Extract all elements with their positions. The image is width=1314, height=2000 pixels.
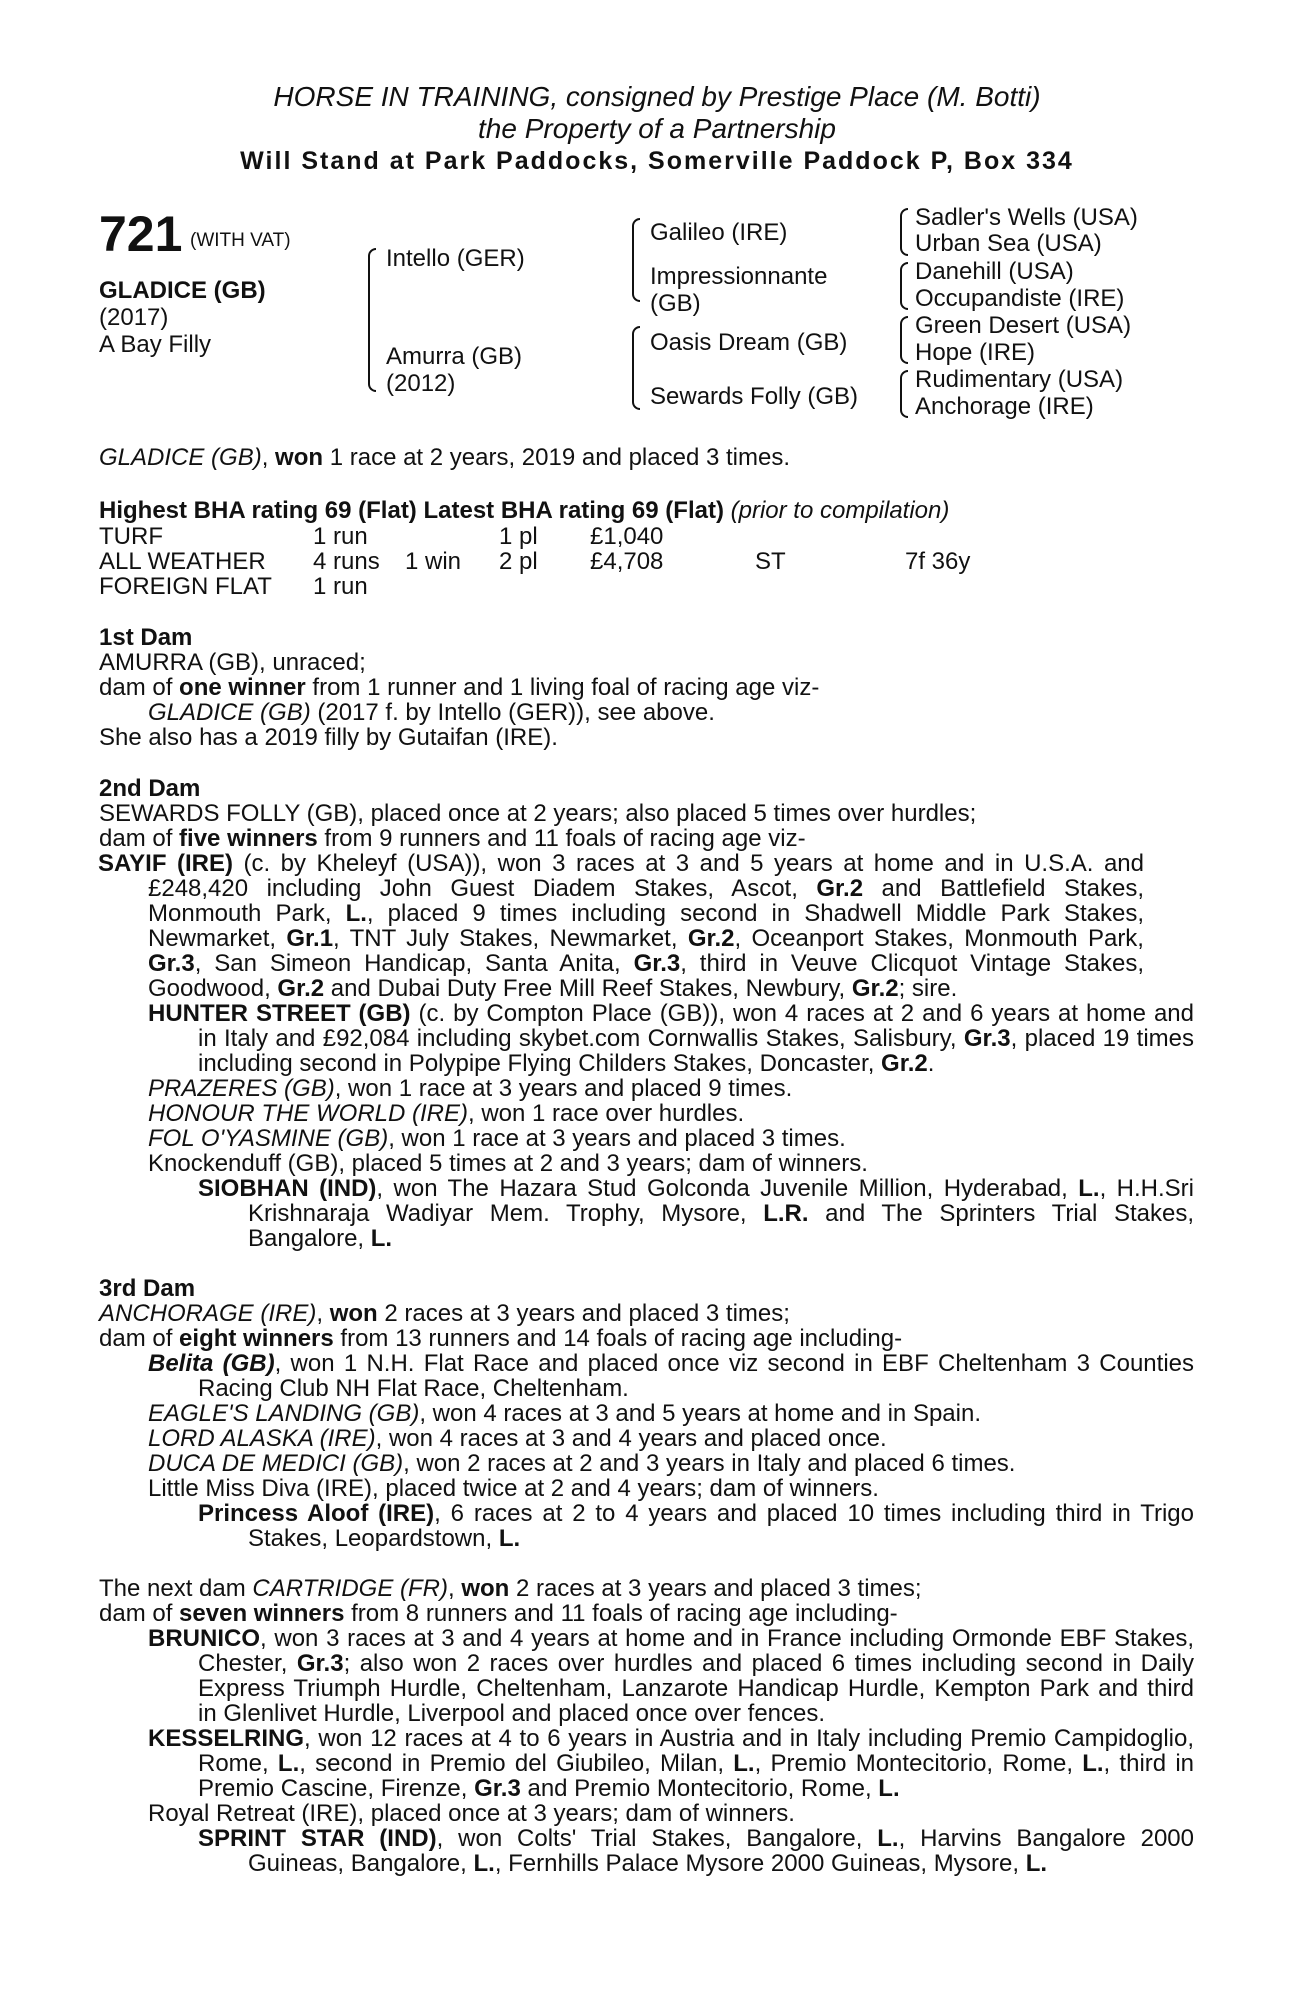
progeny-royal-retreat: Royal Retreat (IRE), placed once at 3 years; dam of winners. — [148, 1800, 795, 1827]
ss-sire: Sadler's Wells (USA) — [915, 204, 1138, 231]
next-dam-line: The next dam CARTRIDGE (FR), won 2 races at 3 years and placed 3 times; — [99, 1575, 922, 1602]
progeny-sayif: SAYIF (IRE) (c. by Kheleyf (USA)), won 3 races at 3 and 5 years at home and in U.S.A. and £248,420 including John Guest Diadem Stakes, Ascot, Gr.2 and Battlefield Stakes, Monmouth Park, L., placed 9 times including second in Shadwell Middle Park Stakes, Newmarket, Gr.1, TNT July Stakes, Newmarket, Gr.2, Oceanport Stakes, Monmouth Park, Gr.3, San Simeon Handicap, Santa Anita, Gr.3, third in Veuve Clicquot Vintage Stakes, Goodwood, Gr.2 and Dubai Duty Free Mill Reef Stakes, Newbury, Gr.2; sire. — [98, 850, 1145, 1002]
pedigree-brace-3d — [900, 370, 908, 418]
dd-dam: Anchorage (IRE) — [915, 393, 1094, 420]
progeny-princess-aloof: Princess Aloof (IRE), 6 races at 2 to 4 years and placed 10 times including third in Trigo Stakes, Leopardstown, L. — [198, 1500, 1194, 1552]
horse-name: GLADICE (GB) — [99, 277, 266, 304]
sire-dam-line2: (GB) — [650, 290, 701, 317]
pedigree-brace-3b — [900, 262, 908, 310]
progeny-belita: Belita (GB), won 1 N.H. Flat Race and placed once viz second in EBF Cheltenham 3 Counties Racing Club NH Flat Race, Cheltenham. — [148, 1350, 1194, 1402]
second-dam-heading: 2nd Dam — [99, 775, 201, 802]
progeny-hunter-street: HUNTER STREET (GB) (c. by Compton Place (GB)), won 4 races at 2 and 6 years at home and in Italy and £92,084 including skybet.com Cornwallis Stakes, Salisbury, Gr.3, placed 19 times including second in Polypipe Flying Childers Stakes, Doncaster, Gr.2. — [148, 1000, 1195, 1077]
dam-sire: Oasis Dream (GB) — [650, 329, 848, 356]
progeny-kesselring: KESSELRING, won 12 races at 4 to 6 years in Austria and in Italy including Premio Campidoglio, Rome, L., second in Premio del Giubileo, Milan, L., Premio Montecitorio, Rome, L., third in Premio Cascine, Firenze, Gr.3 and Premio Montecitorio, Rome, L. — [148, 1725, 1195, 1802]
first-dam-line: AMURRA (GB), unraced; — [99, 649, 366, 676]
horse-year: (2017) — [99, 304, 169, 331]
progeny-siobhan: SIOBHAN (IND), won The Hazara Stud Golconda Juvenile Million, Hyderabad, L., H.H.Sri Krishnaraja Wadiyar Mem. Trophy, Mysore, L.R. and The Sprinters Trial Stakes, Bangalore, L. — [198, 1175, 1195, 1252]
bha-rating: Highest BHA rating 69 (Flat) Latest BHA rating 69 (Flat) (prior to compilation) — [99, 497, 950, 524]
ds-sire: Green Desert (USA) — [915, 312, 1132, 339]
third-dam-heading: 3rd Dam — [99, 1275, 196, 1302]
vat-label: (WITH VAT) — [190, 230, 291, 251]
next-dam-produce: dam of seven winners from 8 runners and 11 foals of racing age including- — [99, 1600, 898, 1627]
horse-description: A Bay Filly — [99, 331, 212, 358]
sire: Intello (GER) — [386, 245, 525, 272]
progeny-prazeres: PRAZERES (GB), won 1 race at 3 years and placed 9 times. — [148, 1075, 793, 1102]
ds-dam: Hope (IRE) — [915, 339, 1036, 366]
progeny-fol-oyasmine: FOL O'YASMINE (GB), won 1 race at 3 years and placed 3 times. — [148, 1125, 846, 1152]
pedigree-brace-1 — [368, 248, 376, 392]
dd-sire: Rudimentary (USA) — [915, 366, 1124, 393]
progeny-knockenduff: Knockenduff (GB), placed 5 times at 2 and 3 years; dam of winners. — [148, 1150, 868, 1177]
progeny-brunico: BRUNICO, won 3 races at 3 and 4 years at home and in France including Ormonde EBF Stakes, Chester, Gr.3; also won 2 races over hurdles and placed 6 times including second in Daily Express Triumph Hurdle, Cheltenham, Lanzarote Handicap Hurdle, Kempton Park and third in Glenlivet Hurdle, Liverpool and placed once over fences. — [148, 1625, 1194, 1727]
progeny-lord-alaska: LORD ALASKA (IRE), won 4 races at 3 and 4 years and placed once. — [148, 1425, 887, 1452]
sire-sire: Galileo (IRE) — [650, 219, 788, 246]
sd-sire: Danehill (USA) — [915, 258, 1074, 285]
pedigree-brace-3a — [900, 208, 908, 256]
header-line-2: the Property of a Partnership — [478, 113, 836, 144]
sire-dam-line1: Impressionnante — [650, 263, 828, 290]
progeny-eagles-landing: EAGLE'S LANDING (GB), won 4 races at 3 and 5 years at home and in Spain. — [148, 1400, 981, 1427]
progeny-little-miss-diva: Little Miss Diva (IRE), placed twice at 2 and 4 years; dam of winners. — [148, 1475, 879, 1502]
dam: Amurra (GB) — [386, 343, 523, 370]
sd-dam: Occupandiste (IRE) — [915, 285, 1125, 312]
pedigree-brace-2a — [632, 218, 640, 302]
dam-dam: Sewards Folly (GB) — [650, 383, 859, 410]
header-line-3: Will Stand at Park Paddocks, Somerville Paddock P, Box 334 — [240, 147, 1074, 175]
pedigree-brace-2b — [632, 326, 640, 410]
lot-number: 721 — [99, 206, 183, 262]
pedigree-brace-3c — [900, 316, 908, 364]
progeny-sprint-star: SPRINT STAR (IND), won Colts' Trial Stakes, Bangalore, L., Harvins Bangalore 2000 Guineas, Bangalore, L., Fernhills Palace Mysore 2000 Guineas, Mysore, L. — [198, 1825, 1194, 1877]
first-dam-note: She also has a 2019 filly by Gutaifan (IRE). — [99, 724, 558, 751]
ss-dam: Urban Sea (USA) — [915, 230, 1102, 257]
progeny-honour-the-world: HONOUR THE WORLD (IRE), won 1 race over hurdles. — [148, 1100, 745, 1127]
race-summary: GLADICE (GB), won 1 race at 2 years, 2019 and placed 3 times. — [99, 444, 790, 471]
second-dam-produce: dam of five winners from 9 runners and 11 foals of racing age viz- — [99, 825, 806, 852]
third-dam-produce: dam of eight winners from 13 runners and 14 foals of racing age including- — [99, 1325, 903, 1352]
header-line-1: HORSE IN TRAINING, consigned by Prestige Place (M. Botti) — [273, 81, 1041, 112]
progeny-duca-de-medici: DUCA DE MEDICI (GB), won 2 races at 2 and 3 years in Italy and placed 6 times. — [148, 1450, 1016, 1477]
first-dam-foal: GLADICE (GB) (2017 f. by Intello (GER)), see above. — [148, 699, 715, 726]
third-dam-line: ANCHORAGE (IRE), won 2 races at 3 years and placed 3 times; — [99, 1300, 790, 1327]
first-dam-heading: 1st Dam — [99, 624, 193, 651]
first-dam-produce: dam of one winner from 1 runner and 1 living foal of racing age viz- — [99, 674, 820, 701]
second-dam-line: SEWARDS FOLLY (GB), placed once at 2 years; also placed 5 times over hurdles; — [99, 800, 977, 827]
dam-year: (2012) — [386, 370, 456, 397]
